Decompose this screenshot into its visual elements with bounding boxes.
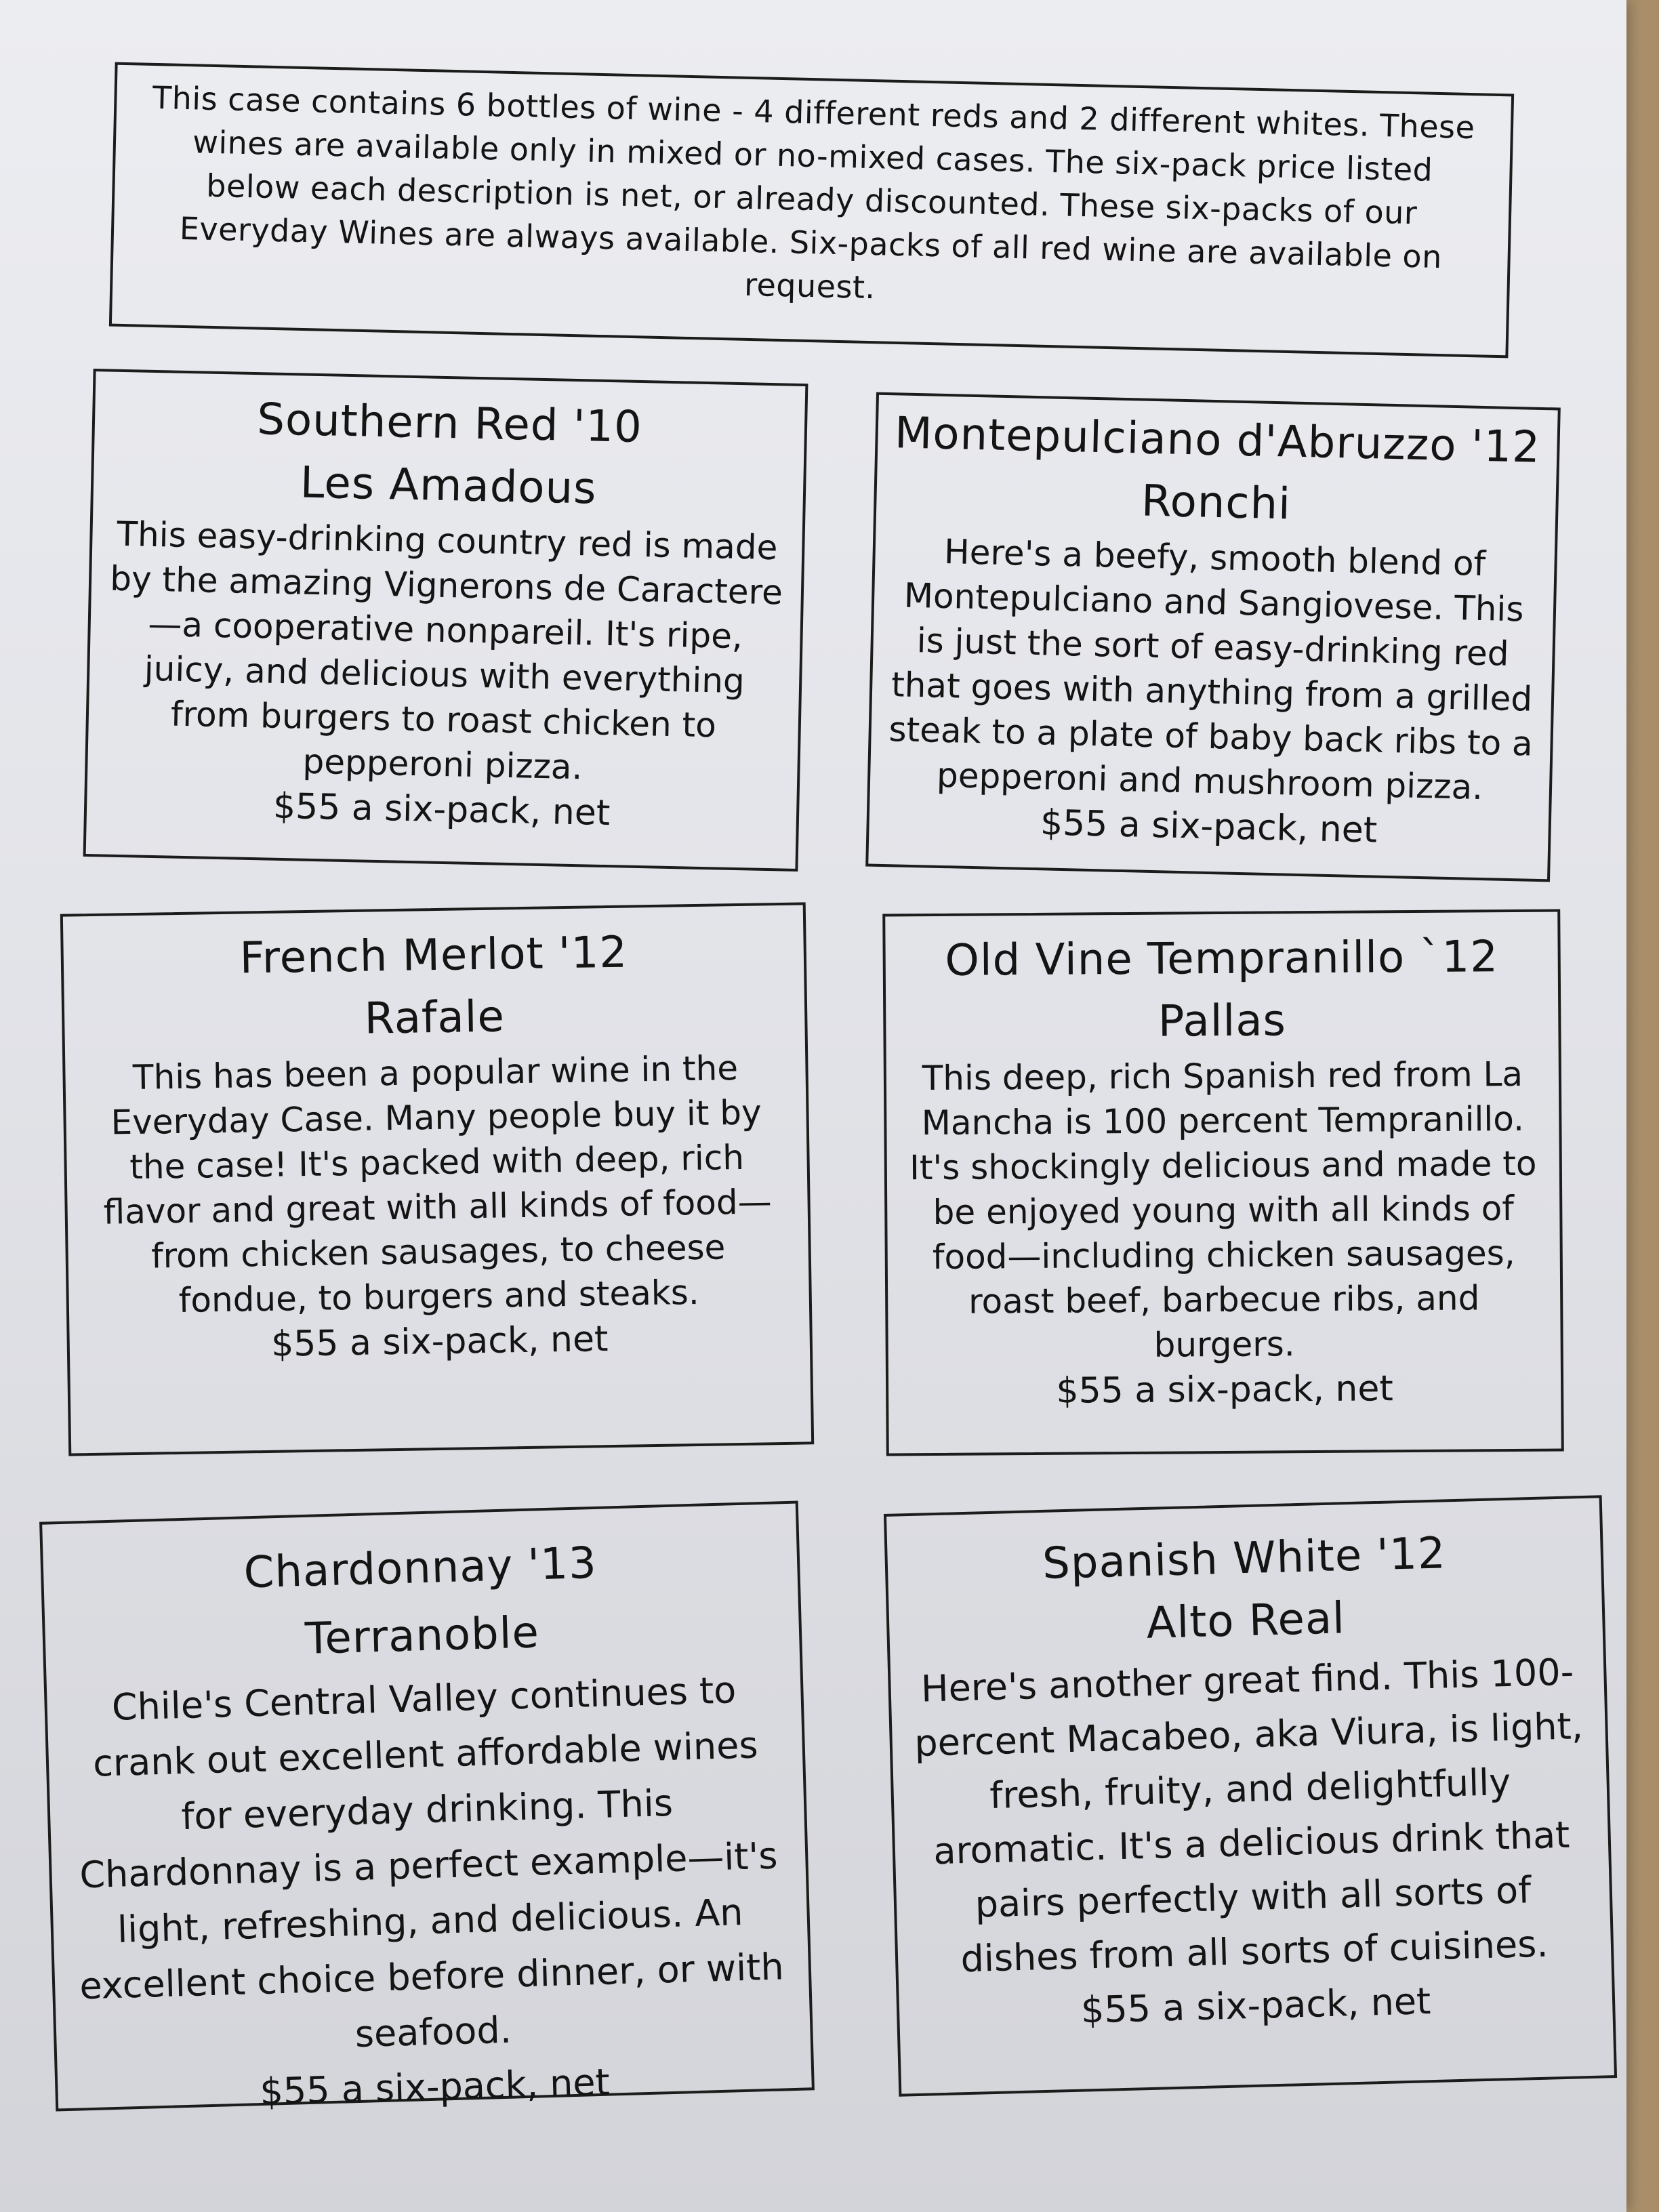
wine-description: Here's another great find. This 100-percent Macabeo, aka Viura, is light, fresh, fruity, and delightfully aromatic. It's a delicious drink that pairs perfectly with all sorts of dishes from all sorts of cuisines. [914,1650,1584,1981]
wine-price: $55 a six-pack, net [272,785,611,834]
intro-box [109,62,1514,359]
wine-price: $55 a six-pack, net [1080,1980,1432,2032]
wine-title: Chardonnay '13 [243,1538,598,1599]
wine-producer: Les Amadous [300,457,598,514]
wine-producer: Terranoble [304,1607,540,1664]
wine-card-tempranillo [882,909,1564,1456]
wine-title: Southern Red '10 [256,394,643,453]
wine-price: $55 a six-pack, net [1040,802,1378,851]
wine-price: $55 a six-pack, net [270,1319,609,1365]
wine-producer: Ronchi [1141,476,1292,530]
wine-description: This has been a popular wine in the Everyday Case. Many people buy it by the case! It's packed with deep, rich flavor and great with all kinds of food—from chicken sausages, to cheese fondue, to burgers and steaks. [103,1048,773,1321]
intro-text: This case contains 6 bottles of wine - 4 different reds and 2 different whites. These wines are available only in mixed or no-mixed cases. The six-pack price listed below each description is net, or already discounted. These six-packs of our Everyday Wines are always available. Six-packs of all red wine are available on request. [152,79,1475,306]
wine-producer: Rafale [364,991,506,1044]
wine-card-spanish-white [884,1495,1617,2096]
wine-price: $55 a six-pack, net [1056,1368,1393,1412]
wine-card-french-merlot [60,902,814,1456]
wine-description: Chile's Central Valley continues to crank out excellent affordable wines for everyday drinking. This Chardonnay is a perfect example—it's light, refreshing, and delicious. An excellent choice before dinner, or with seafood. [79,1668,785,2056]
wine-description: This deep, rich Spanish red from La Mancha is 100 percent Tempranillo. It's shockingly delicious and made to be enjoyed young with all kinds of food—including chicken sausages, roast beef, barbecue ribs, and burgers. [909,1054,1537,1365]
wine-description: Here's a beefy, smooth blend of Montepulciano and Sangiovese. This is just the sort of easy-drinking red that goes with anything from a grilled steak to a plate of baby back ribs to a pepperoni and mushroom pizza. [888,531,1534,808]
wine-producer: Alto Real [1145,1593,1346,1649]
wine-card-southern-red [83,369,808,872]
wine-description: This easy-drinking country red is made by the amazing Vignerons de Caractere—a cooperative nonpareil. It's ripe, juicy, and delicious with everything from burgers to roast chicken to pepperoni pizza. [109,514,783,787]
wine-card-montepulciano [865,392,1561,882]
wine-title: Old Vine Tempranillo `12 [945,932,1499,986]
wine-title: Montepulciano d'Abruzzo '12 [894,408,1541,473]
wine-title: French Merlot '12 [239,927,628,984]
wine-price: $55 a six-pack, net [259,2060,611,2114]
wine-title: Spanish White '12 [1042,1528,1447,1589]
wine-card-chardonnay [39,1501,815,2112]
wine-producer: Pallas [1158,996,1287,1047]
